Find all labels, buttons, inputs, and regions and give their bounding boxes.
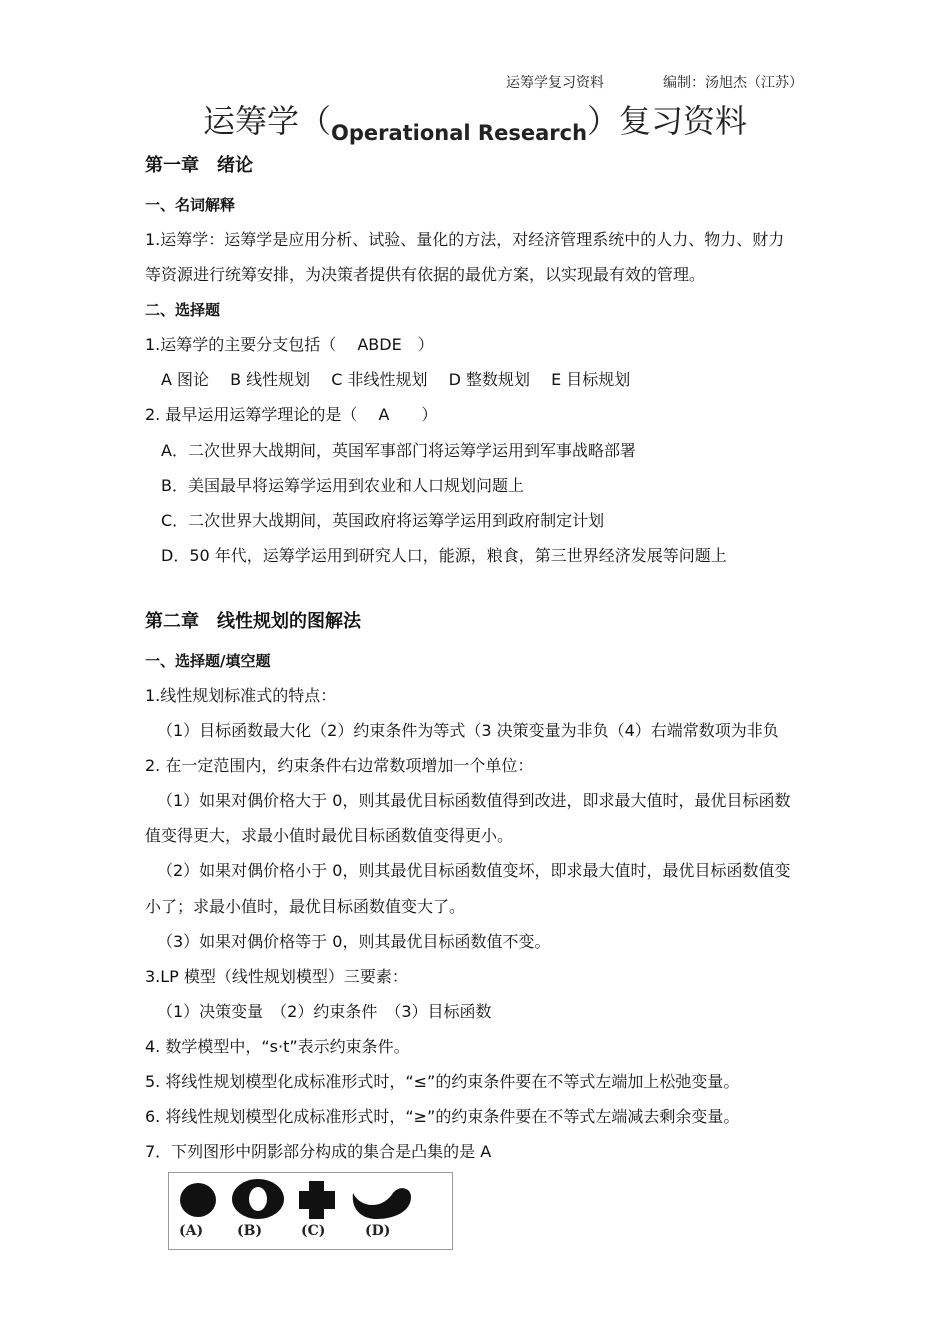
ch2-line-13: 6. 将线性规划模型化成标准形式时，“≥”的约束条件要在不等式左端减去剩余变量。 (145, 1107, 740, 1126)
shape-b-ring (232, 1179, 284, 1219)
ch2-line-8: （3）如果对偶价格等于 0，则其最优目标函数值不变。 (157, 932, 551, 951)
convex-set-figure (168, 1172, 453, 1250)
shape-d-crescent (353, 1188, 411, 1219)
shape-c-cross (299, 1181, 335, 1219)
chapter-1-title: 第一章 绪论 (145, 155, 253, 176)
ch2-line-6: （2）如果对偶价格小于 0，则其最优目标函数值变坏，即求最大值时，最优目标函数值变 (157, 861, 791, 880)
ch2-line-5: 值变得更大，求最小值时最优目标函数值变得更小。 (145, 826, 514, 845)
ch1-question-2-option-b: B．美国最早将运筹学运用到农业和人口规划问题上 (161, 476, 524, 495)
title-english: Operational Research (330, 121, 588, 145)
header-doc-name: 运筹学复习资料 (506, 75, 604, 91)
ch2-line-12: 5. 将线性规划模型化成标准形式时，“≤”的约束条件要在不等式左端加上松弛变量。 (145, 1072, 740, 1091)
ch2-line-3: 2. 在一定范围内，约束条件右边常数项增加一个单位： (145, 756, 534, 775)
ch1-definition-line-2: 等资源进行统筹安排，为决策者提供有依据的最优方案，以实现最有效的管理。 (145, 265, 706, 284)
ch1-question-2: 2. 最早运用运筹学理论的是（ A ） (145, 405, 438, 424)
ch2-line-9: 3.LP 模型（线性规划模型）三要素： (145, 967, 408, 986)
ch2-line-4: （1）如果对偶价格大于 0，则其最优目标函数值得到改进，即求最大值时，最优目标函数 (157, 791, 791, 810)
figure-label-b: (B) (237, 1223, 263, 1239)
figure-label-c: (C) (301, 1223, 326, 1239)
ch2-line-14: 7．下列图形中阴影部分构成的集合是凸集的是 A (145, 1142, 492, 1161)
title-suffix: ）复习资料 (587, 102, 748, 140)
ch2-line-1: 1.线性规划标准式的特点： (145, 686, 337, 705)
ch1-section-terms: 一、名词解释 (145, 196, 236, 214)
ch1-question-1: 1.运筹学的主要分支包括（ ABDE ） (145, 335, 434, 354)
ch2-line-7: 小了；求最小值时，最优目标函数值变大了。 (145, 897, 466, 916)
ch2-line-11: 4. 数学模型中，“s·t”表示约束条件。 (145, 1037, 410, 1056)
chapter-2-title: 第二章 线性规划的图解法 (145, 611, 361, 632)
figure-label-d: (D) (365, 1223, 391, 1239)
ch2-section-choice-fill: 一、选择题/填空题 (145, 652, 271, 670)
title-prefix: 运筹学（ (202, 102, 331, 140)
ch1-question-1-options: A 图论 B 线性规划 C 非线性规划 D 整数规划 E 目标规划 (161, 370, 631, 389)
document-title (0, 96, 950, 145)
shape-a-ellipse (180, 1183, 216, 1217)
ch1-question-2-option-a: A．二次世界大战期间，英国军事部门将运筹学运用到军事战略部署 (161, 441, 636, 460)
ch1-question-2-option-c: C．二次世界大战期间，英国政府将运筹学运用到政府制定计划 (161, 511, 605, 530)
header-author: 编制：汤旭杰（江苏） (663, 75, 803, 91)
ch1-section-choice: 二、选择题 (145, 301, 221, 319)
ch1-definition-line-1: 1.运筹学：运筹学是应用分析、试验、量化的方法，对经济管理系统中的人力、物力、财力 (145, 230, 785, 249)
ch2-line-2: （1）目标函数最大化（2）约束条件为等式（3 决策变量为非负（4）右端常数项为非负 (157, 721, 779, 740)
ch1-question-2-option-d: D．50 年代，运筹学运用到研究人口，能源，粮食，第三世界经济发展等问题上 (161, 546, 727, 565)
figure-label-a: (A) (179, 1223, 204, 1239)
ch2-line-10: （1）决策变量 （2）约束条件 （3）目标函数 (157, 1002, 492, 1021)
